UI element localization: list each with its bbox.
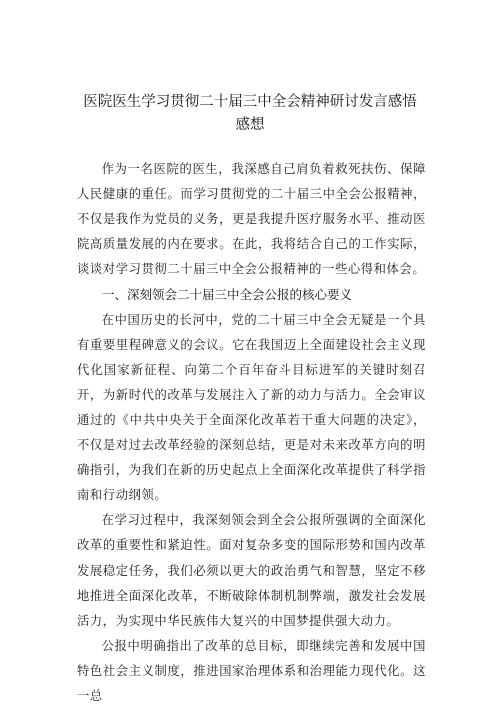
body-paragraph: 在学习过程中，我深刻领会到全会公报所强调的全面深化改革的重要性和紧迫性。面对复杂多变的国际形势和国内改革发展稳定任务，我们必须以更大的政治勇气和智慧，坚定不移地推进全面深化改革，不断破除体制机制弊端，激发社会发展活力，为实现中华民族伟大复兴的中国梦提供强大动力。	[77, 513, 426, 628]
document-title-continued: 感想	[235, 117, 265, 133]
body-paragraph: 公报中明确指出了改革的总目标，即继续完善和发展中国特色社会主义制度，推进国家治理体系和治理能力现代化。这一总	[77, 638, 426, 703]
document-body	[77, 157, 426, 709]
body-paragraph: 在中国历史的长河中，党的二十届三中全会无疑是一个具有重要里程碑意义的会议。它在我国迈上全面建设社会主义现代化国家新征程、向第二个百年奋斗目标进军的关键时刻召开，为新时代的改革与发展注入了新的动力与活力。全会审议通过的《中共中央关于全面深化改革若干重大问题的决定》，不仅是对过去改革经验的深刻总结，更是对未来改革方向的明确指引，为我们在新的历史起点上全面深化改革提供了科学指南和行动纲领。	[77, 312, 426, 503]
section-heading: 一、深刻领会二十届三中全会公报的核心要义	[102, 287, 353, 303]
intro-paragraph: 作为一名医院的医生，我深感自己肩负着救死扶伤、保障人民健康的重任。而学习贯彻党的二十届三中全会公报精神，不仅是我作为党员的义务，更是我提升医疗服务水平、推动医院高质量发展的内在要求。在此，我将结合自己的工作实际，谈谈对学习贯彻二十届三中全会公报精神的一些心得和体会。	[77, 162, 426, 277]
document-title: 医院医生学习贯彻二十届三中全会精神研讨发言感悟	[83, 94, 417, 110]
